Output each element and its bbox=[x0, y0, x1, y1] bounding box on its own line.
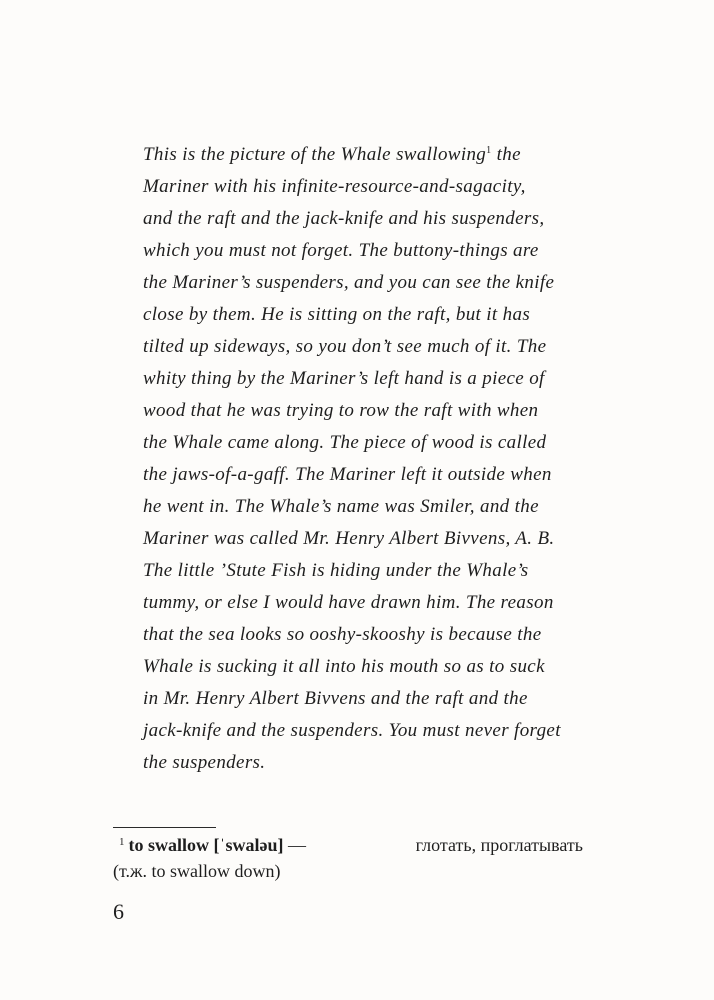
text-line: jack-knife and the suspenders. You must never forget bbox=[143, 720, 561, 741]
text-line: the suspenders. bbox=[143, 752, 266, 773]
text-line: Mariner was called Mr. Henry Albert Bivvens, A. B. bbox=[143, 528, 555, 549]
text-line: Mariner with his infinite-resource-and-sagacity, bbox=[143, 176, 526, 197]
footnote-reference: 1 bbox=[486, 145, 492, 156]
text-line: which you must not forget. The buttony-things are bbox=[143, 240, 539, 261]
footnote-line-1 bbox=[113, 832, 583, 858]
footnote-line-2: (т.ж. to swallow down) bbox=[113, 861, 281, 881]
text-line: This is the picture of the Whale swallowing$^1$ the bbox=[143, 144, 521, 165]
text-line: whity thing by the Mariner’s left hand is a piece of bbox=[143, 368, 545, 389]
text-line: wood that he was trying to row the raft with when bbox=[143, 400, 539, 421]
text-line: and the raft and the jack-knife and his suspenders, bbox=[143, 208, 545, 229]
footnote-term: to swallow [ˈswaləu] bbox=[128, 835, 284, 855]
footnote-divider bbox=[113, 827, 216, 828]
text-line: the Whale came along. The piece of wood is called bbox=[143, 432, 547, 453]
footnote-dash: — bbox=[283, 835, 306, 855]
page-number: 6 bbox=[113, 899, 124, 924]
footnote-gloss: глотать, проглатывать bbox=[415, 835, 583, 855]
text-line: tummy, or else I would have drawn him. The reason bbox=[143, 592, 554, 613]
text-line: the jaws-of-a-gaff. The Mariner left it outside when bbox=[143, 464, 552, 485]
text-line: close by them. He is sitting on the raft, but it has bbox=[143, 304, 531, 325]
text-line: the Mariner’s suspenders, and you can see the knife bbox=[143, 272, 555, 293]
footnote-number: 1 bbox=[119, 836, 125, 848]
text-line: The little ’Stute Fish is hiding under the Whale’s bbox=[143, 560, 529, 581]
footnote bbox=[113, 832, 583, 884]
main-paragraph bbox=[143, 139, 603, 779]
text-line: in Mr. Henry Albert Bivvens and the raft and the bbox=[143, 688, 528, 709]
text-line: that the sea looks so ooshy-skooshy is because the bbox=[143, 624, 542, 645]
text-line: tilted up sideways, so you don’t see much of it. The bbox=[143, 336, 547, 357]
text-line: he went in. The Whale’s name was Smiler, and the bbox=[143, 496, 539, 517]
text-line: Whale is sucking it all into his mouth so as to suck bbox=[143, 656, 545, 677]
